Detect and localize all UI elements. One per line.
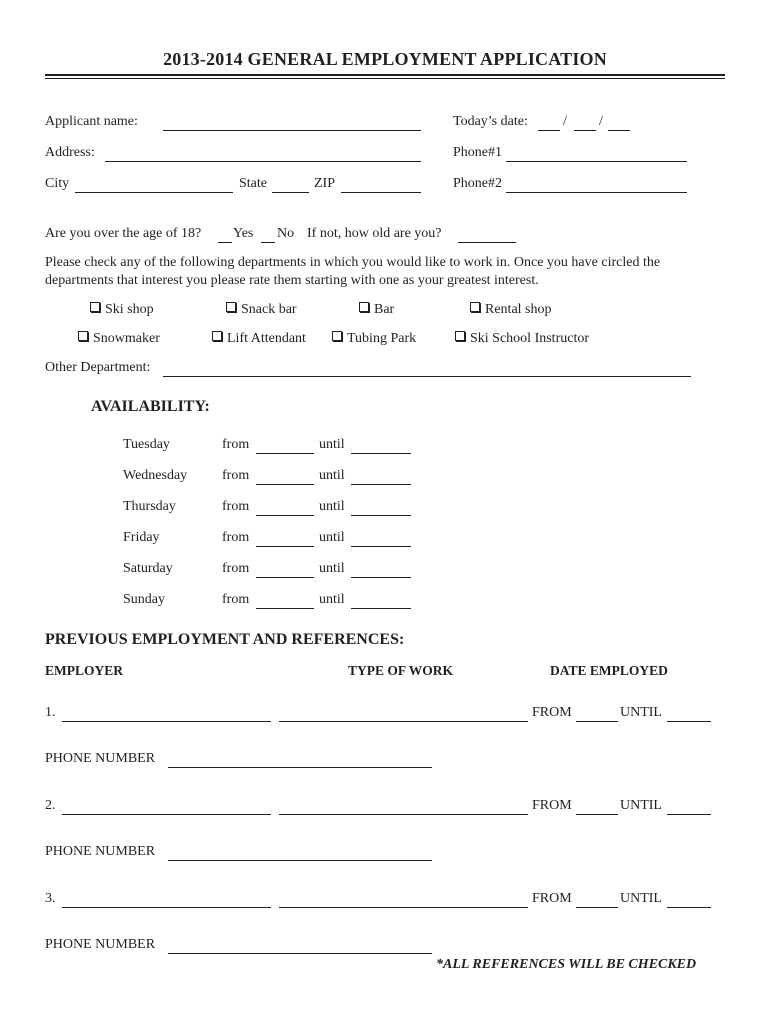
availability-until-label: until bbox=[319, 468, 345, 483]
checkbox-bar[interactable]: Bar bbox=[359, 302, 394, 318]
employer-column-header: EMPLOYER bbox=[45, 663, 124, 678]
availability-from-label: from bbox=[222, 561, 250, 576]
availability-until-field[interactable] bbox=[351, 484, 411, 485]
from-date-field[interactable] bbox=[576, 721, 618, 722]
employment-heading: PREVIOUS EMPLOYMENT AND REFERENCES: bbox=[45, 631, 405, 648]
age-no-label: No bbox=[277, 226, 295, 241]
checkbox-snowmaker[interactable]: Snowmaker bbox=[78, 331, 160, 347]
availability-day: Friday bbox=[123, 530, 160, 545]
until-label: UNTIL bbox=[620, 705, 662, 720]
checkbox-ski-school-instructor[interactable]: Ski School Instructor bbox=[455, 331, 589, 347]
from-label: FROM bbox=[532, 798, 572, 813]
employer-entry-number: 2. bbox=[45, 798, 56, 813]
checkbox-icon bbox=[455, 331, 465, 341]
phone2-field[interactable] bbox=[506, 192, 687, 193]
age-yes-label: Yes bbox=[233, 226, 254, 241]
employer-entry-number: 1. bbox=[45, 705, 56, 720]
checkbox-icon bbox=[470, 302, 480, 312]
address-label: Address: bbox=[45, 145, 95, 160]
checkbox-snack-bar[interactable]: Snack bar bbox=[226, 302, 297, 318]
availability-until-label: until bbox=[319, 437, 345, 452]
type-of-work-field[interactable] bbox=[279, 907, 528, 908]
availability-day: Sunday bbox=[123, 592, 165, 607]
state-field[interactable] bbox=[272, 192, 309, 193]
phone-number-field[interactable] bbox=[168, 953, 432, 954]
city-field[interactable] bbox=[75, 192, 233, 193]
city-label: City bbox=[45, 176, 70, 191]
references-note: *ALL REFERENCES WILL BE CHECKED bbox=[436, 957, 697, 972]
date-year-field[interactable] bbox=[608, 130, 630, 131]
availability-day: Wednesday bbox=[123, 468, 188, 483]
until-label: UNTIL bbox=[620, 798, 662, 813]
phone-number-field[interactable] bbox=[168, 860, 432, 861]
availability-until-field[interactable] bbox=[351, 515, 411, 516]
availability-from-label: from bbox=[222, 437, 250, 452]
checkbox-icon bbox=[212, 331, 222, 341]
date-separator: / bbox=[563, 114, 567, 129]
availability-from-label: from bbox=[222, 592, 250, 607]
availability-from-label: from bbox=[222, 530, 250, 545]
phone-number-field[interactable] bbox=[168, 767, 432, 768]
availability-until-label: until bbox=[319, 592, 345, 607]
availability-until-field[interactable] bbox=[351, 577, 411, 578]
availability-until-label: until bbox=[319, 499, 345, 514]
age-field[interactable] bbox=[458, 242, 516, 243]
age-question: Are you over the age of 18? bbox=[45, 226, 202, 241]
type-of-work-field[interactable] bbox=[279, 721, 528, 722]
availability-until-field[interactable] bbox=[351, 546, 411, 547]
availability-heading: AVAILABILITY: bbox=[91, 398, 210, 415]
address-field[interactable] bbox=[105, 161, 421, 162]
state-label: State bbox=[239, 176, 267, 191]
phone-number-label: PHONE NUMBER bbox=[45, 937, 156, 952]
date-employed-column-header: DATE EMPLOYED bbox=[550, 663, 668, 678]
title-rule-thin bbox=[45, 78, 725, 79]
age-yes-field[interactable] bbox=[218, 242, 232, 243]
phone2-label: Phone#2 bbox=[453, 176, 502, 191]
applicant-name-label: Applicant name: bbox=[45, 114, 138, 129]
type-of-work-column-header: TYPE OF WORK bbox=[348, 663, 454, 678]
checkbox-rental-shop[interactable]: Rental shop bbox=[470, 302, 552, 318]
date-separator: / bbox=[599, 114, 603, 129]
zip-label: ZIP bbox=[314, 176, 335, 191]
checkbox-icon bbox=[90, 302, 100, 312]
departments-instructions: Please check any of the following departments in which you would like to work in. Once you have circled the bbox=[45, 255, 661, 270]
checkbox-icon bbox=[78, 331, 88, 341]
availability-day: Tuesday bbox=[123, 437, 170, 452]
other-department-field[interactable] bbox=[163, 376, 691, 377]
from-label: FROM bbox=[532, 705, 572, 720]
departments-instructions: departments that interest you please rate them starting with one as your greatest interest. bbox=[45, 273, 539, 288]
availability-from-field[interactable] bbox=[256, 577, 314, 578]
from-date-field[interactable] bbox=[576, 814, 618, 815]
availability-day: Thursday bbox=[123, 499, 176, 514]
other-department-label: Other Department: bbox=[45, 360, 151, 375]
employer-entry-number: 3. bbox=[45, 891, 56, 906]
age-no-field[interactable] bbox=[261, 242, 275, 243]
availability-day: Saturday bbox=[123, 561, 173, 576]
until-date-field[interactable] bbox=[667, 814, 711, 815]
page-title: 2013-2014 GENERAL EMPLOYMENT APPLICATION bbox=[163, 49, 607, 69]
availability-until-field[interactable] bbox=[351, 453, 411, 454]
availability-until-label: until bbox=[319, 561, 345, 576]
date-day-field[interactable] bbox=[574, 130, 596, 131]
zip-field[interactable] bbox=[341, 192, 421, 193]
age-followup: If not, how old are you? bbox=[307, 226, 442, 241]
availability-from-field[interactable] bbox=[256, 608, 314, 609]
until-date-field[interactable] bbox=[667, 907, 711, 908]
phone1-field[interactable] bbox=[506, 161, 687, 162]
employer-field[interactable] bbox=[62, 721, 271, 722]
type-of-work-field[interactable] bbox=[279, 814, 528, 815]
checkbox-ski-shop[interactable]: Ski shop bbox=[90, 302, 154, 318]
availability-until-field[interactable] bbox=[351, 608, 411, 609]
availability-until-label: until bbox=[319, 530, 345, 545]
employer-field[interactable] bbox=[62, 814, 271, 815]
availability-from-field[interactable] bbox=[256, 484, 314, 485]
checkbox-tubing-park[interactable]: Tubing Park bbox=[332, 331, 416, 347]
phone-number-label: PHONE NUMBER bbox=[45, 751, 156, 766]
availability-from-field[interactable] bbox=[256, 515, 314, 516]
checkbox-icon bbox=[359, 302, 369, 312]
phone1-label: Phone#1 bbox=[453, 145, 502, 160]
availability-from-field[interactable] bbox=[256, 453, 314, 454]
until-label: UNTIL bbox=[620, 891, 662, 906]
date-month-field[interactable] bbox=[538, 130, 560, 131]
checkbox-icon bbox=[332, 331, 342, 341]
availability-from-field[interactable] bbox=[256, 546, 314, 547]
todays-date-label: Today’s date: bbox=[453, 114, 528, 129]
from-label: FROM bbox=[532, 891, 572, 906]
until-date-field[interactable] bbox=[667, 721, 711, 722]
title-rule bbox=[45, 74, 725, 76]
from-date-field[interactable] bbox=[576, 907, 618, 908]
applicant-name-field[interactable] bbox=[163, 130, 421, 131]
phone-number-label: PHONE NUMBER bbox=[45, 844, 156, 859]
employer-field[interactable] bbox=[62, 907, 271, 908]
checkbox-lift-attendant[interactable]: Lift Attendant bbox=[212, 331, 306, 347]
checkbox-icon bbox=[226, 302, 236, 312]
availability-from-label: from bbox=[222, 499, 250, 514]
availability-from-label: from bbox=[222, 468, 250, 483]
